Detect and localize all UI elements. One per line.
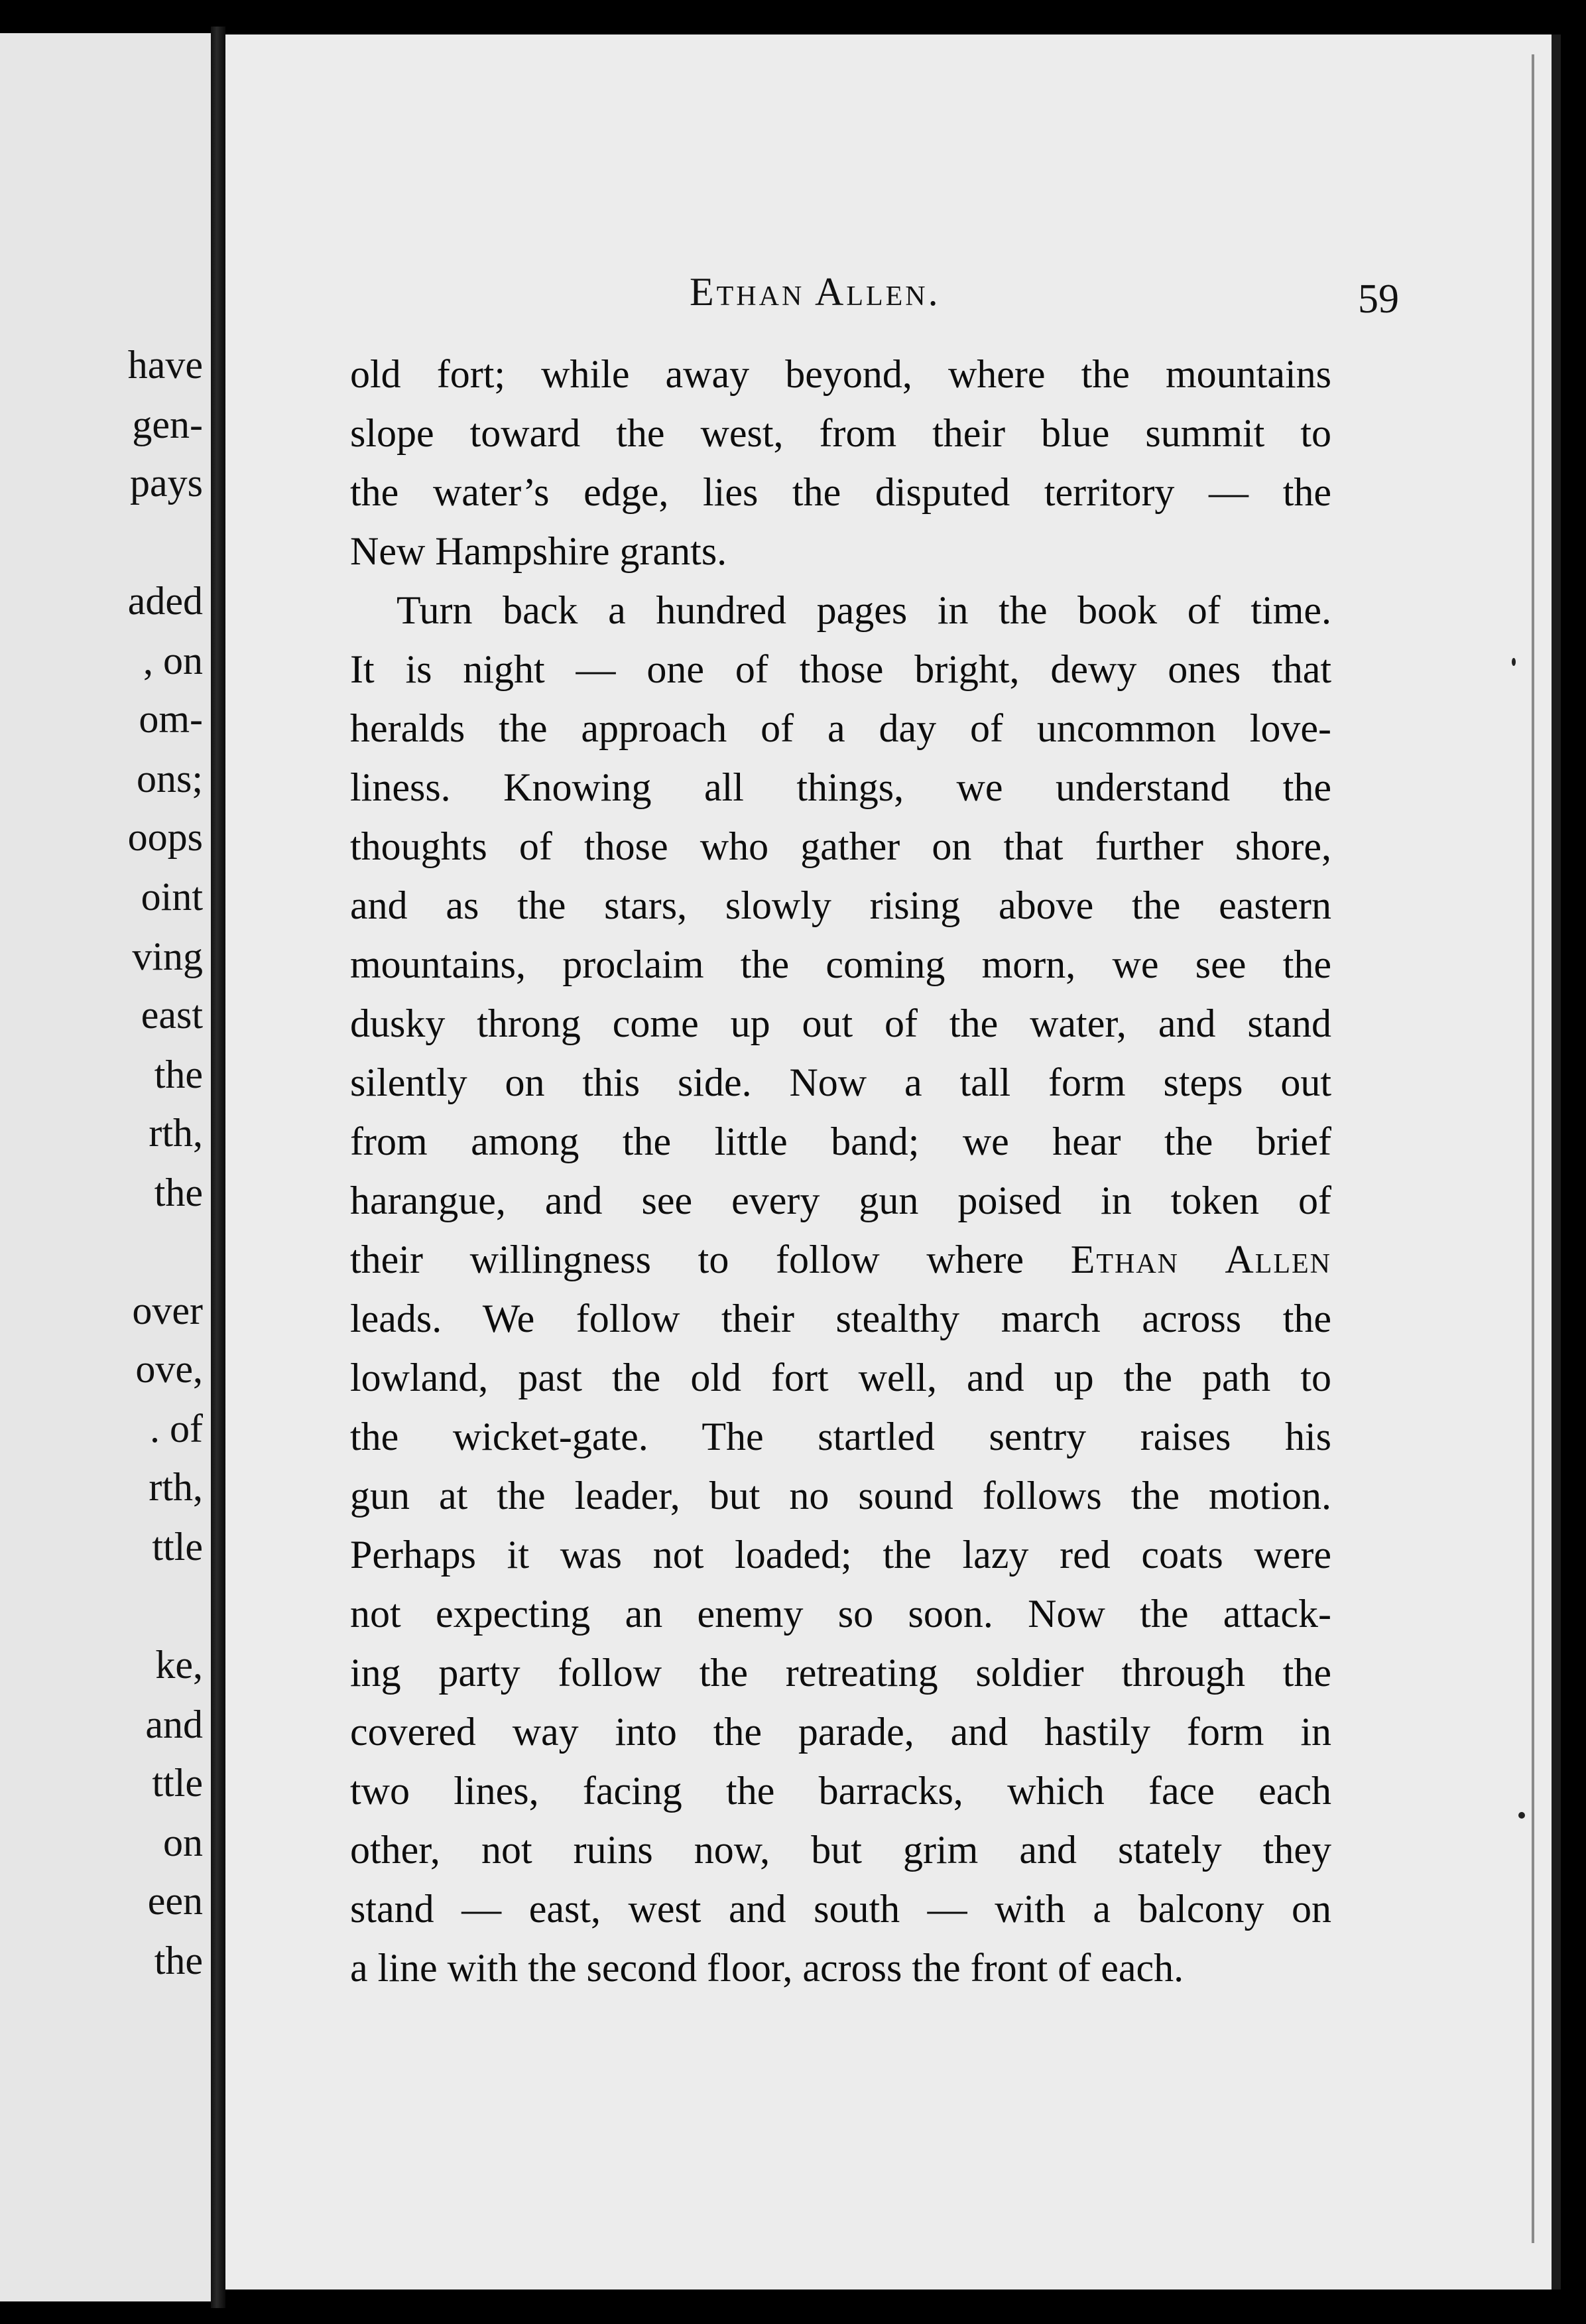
text-line: New Hampshire grants. [350, 529, 727, 573]
left-page-line: aded [127, 579, 203, 623]
text-line: covered way into the parade, and hastily form in [350, 1710, 1331, 1754]
text-line: liness. Knowing all things, we understand the [350, 765, 1331, 809]
text-line: other, not ruins now, but grim and stately they [350, 1828, 1331, 1872]
text-line: It is night — one of those bright, dewy ones that [350, 647, 1331, 691]
left-page-line: have [127, 343, 203, 387]
left-page-line: rth, [149, 1111, 203, 1155]
current-page [225, 34, 1561, 2290]
left-page-line: rth, [149, 1465, 203, 1509]
text-line: gun at the leader, but no sound follows the motion. [350, 1474, 1331, 1517]
left-page-line: ons; [136, 757, 203, 801]
left-page-line: ove, [135, 1347, 203, 1391]
left-page-line: oint [141, 875, 203, 919]
text-line: old fort; while away beyond, where the mountains [350, 352, 1331, 396]
text-line: lowland, past the old fort well, and up the path to [350, 1356, 1331, 1399]
left-page-line: pays [130, 461, 203, 505]
left-page-line: on [163, 1821, 203, 1864]
left-page-line: oops [127, 815, 203, 859]
text-line: stand — east, west and south — with a balcony on [350, 1887, 1331, 1931]
left-page-line: over [132, 1289, 203, 1332]
left-page-line: east [141, 993, 203, 1037]
left-page-line: om- [139, 697, 203, 741]
text-line: the water’s edge, lies the disputed territory — the [350, 470, 1331, 514]
text-line: two lines, facing the barracks, which face each [350, 1769, 1331, 1813]
text-line: their willingness to follow where Ethan Allen [350, 1238, 1332, 1281]
running-head: Ethan Allen. [690, 270, 941, 314]
previous-page-fragment [0, 33, 215, 2301]
text-line: heralds the approach of a day of uncommon love- [350, 706, 1331, 750]
text-line: slope toward the west, from their blue summit to [350, 411, 1331, 455]
text-line: dusky throng come up out of the water, and stand [350, 1001, 1331, 1045]
text-line: and as the stars, slowly rising above the eastern [350, 883, 1331, 927]
text-line: silently on this side. Now a tall form steps out [350, 1061, 1331, 1104]
left-page-line: een [147, 1879, 203, 1923]
text-line: thoughts of those who gather on that further shore, [350, 824, 1331, 868]
left-page-line: ke, [155, 1643, 203, 1687]
paragraph-first-line: Turn back a hundred pages in the book of time. [396, 588, 1331, 632]
text-line: not expecting an enemy so soon. Now the attack- [350, 1592, 1331, 1636]
text-line: from among the little band; we hear the brief [350, 1120, 1331, 1163]
left-page-line: and [145, 1703, 203, 1746]
paper-speck [1518, 1812, 1525, 1819]
left-page-line: ttle [152, 1525, 203, 1569]
left-page-line: ttle [152, 1761, 203, 1805]
left-page-line: . of [150, 1407, 203, 1451]
page-number: 59 [1358, 277, 1399, 322]
paper-speck [1512, 658, 1516, 666]
text-line: ing party follow the retreating soldier through the [350, 1651, 1331, 1695]
body-text [350, 345, 1331, 1998]
left-page-line: ving [132, 935, 203, 978]
text-line: the wicket-gate. The startled sentry raises his [350, 1415, 1331, 1458]
left-page-line: the [154, 1171, 203, 1214]
text-line: leads. We follow their stealthy march across the [350, 1297, 1331, 1340]
left-page-line: the [154, 1939, 203, 1982]
left-page-line: gen- [132, 403, 203, 446]
left-page-line: the [154, 1053, 203, 1096]
book-gutter [211, 27, 225, 2308]
text-line: mountains, proclaim the coming morn, we see the [350, 942, 1331, 986]
left-page-line: , on [143, 639, 203, 682]
name-small-caps: Ethan Allen [1070, 1238, 1332, 1281]
text-line: harangue, and see every gun poised in token of [350, 1179, 1331, 1222]
text-line: a line with the second floor, across the front of each. [350, 1946, 1184, 1990]
text-line: Perhaps it was not loaded; the lazy red coats were [350, 1533, 1331, 1577]
